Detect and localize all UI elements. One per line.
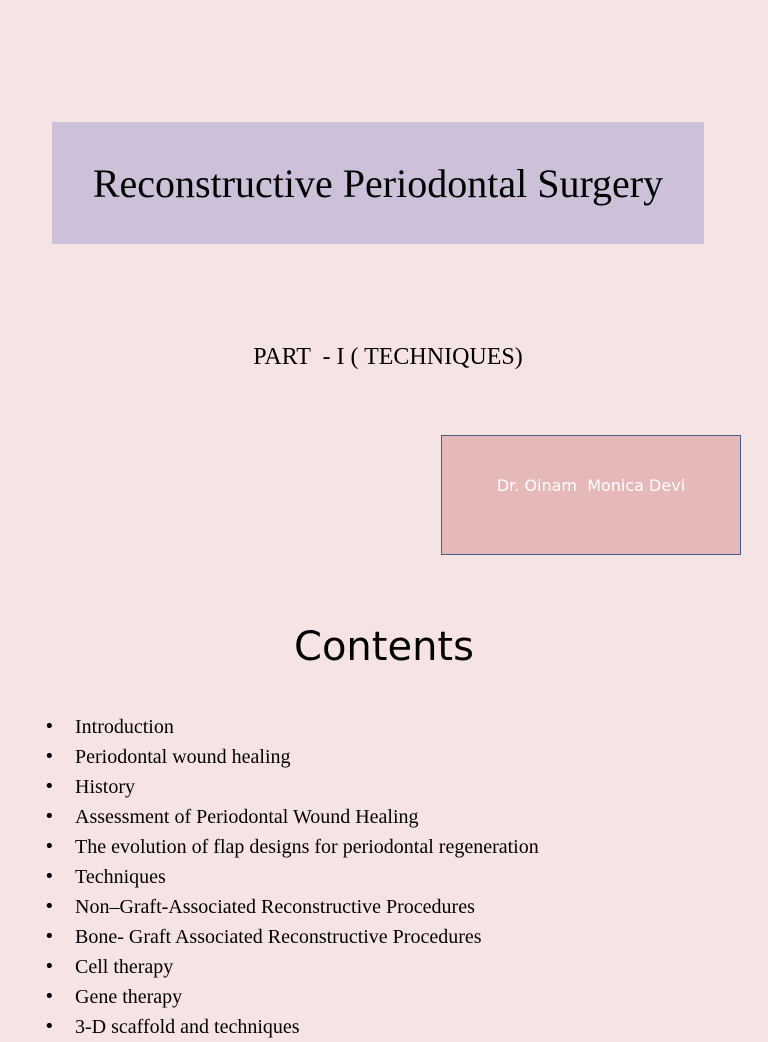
list-item-label: Introduction	[75, 716, 174, 738]
title-box	[52, 122, 704, 244]
list-item	[0, 712, 539, 742]
bullet-icon: •	[44, 866, 55, 887]
list-item-label: Assessment of Periodontal Wound Healing	[75, 806, 419, 828]
list-item	[0, 772, 539, 802]
bullet-icon: •	[44, 896, 55, 917]
bullet-icon: •	[44, 716, 55, 737]
subtitle: PART - I ( TECHNIQUES)	[253, 344, 523, 370]
author-box	[441, 435, 741, 555]
list-item	[0, 952, 539, 982]
bullet-icon: •	[44, 806, 55, 827]
list-item	[0, 742, 539, 772]
list-item	[0, 802, 539, 832]
list-item-label: Gene therapy	[75, 986, 183, 1008]
list-item-label: Non–Graft-Associated Reconstructive Procedures	[75, 896, 475, 918]
list-item-label: Periodontal wound healing	[75, 746, 291, 768]
bullet-icon: •	[44, 1016, 55, 1037]
list-item-label: The evolution of flap designs for periodontal regeneration	[75, 836, 539, 858]
list-item-label: Cell therapy	[75, 956, 174, 978]
contents-heading: Contents	[294, 624, 474, 670]
list-item	[0, 922, 539, 952]
list-item	[0, 1012, 539, 1042]
bullet-icon: •	[44, 926, 55, 947]
bullet-icon: •	[44, 986, 55, 1007]
contents-list	[0, 712, 539, 1042]
bullet-icon: •	[44, 746, 55, 767]
list-item	[0, 832, 539, 862]
author-name: Dr. Oinam Monica Devi	[496, 476, 686, 495]
list-item	[0, 982, 539, 1012]
list-item-label: Bone- Graft Associated Reconstructive Procedures	[75, 926, 482, 948]
list-item-label: Techniques	[75, 866, 166, 888]
list-item	[0, 862, 539, 892]
bullet-icon: •	[44, 836, 55, 857]
bullet-icon: •	[44, 776, 55, 797]
list-item-label: History	[75, 776, 135, 798]
page-title: Reconstructive Periodontal Surgery	[92, 160, 664, 206]
list-item	[0, 892, 539, 922]
list-item-label: 3-D scaffold and techniques	[75, 1016, 300, 1038]
bullet-icon: •	[44, 956, 55, 977]
